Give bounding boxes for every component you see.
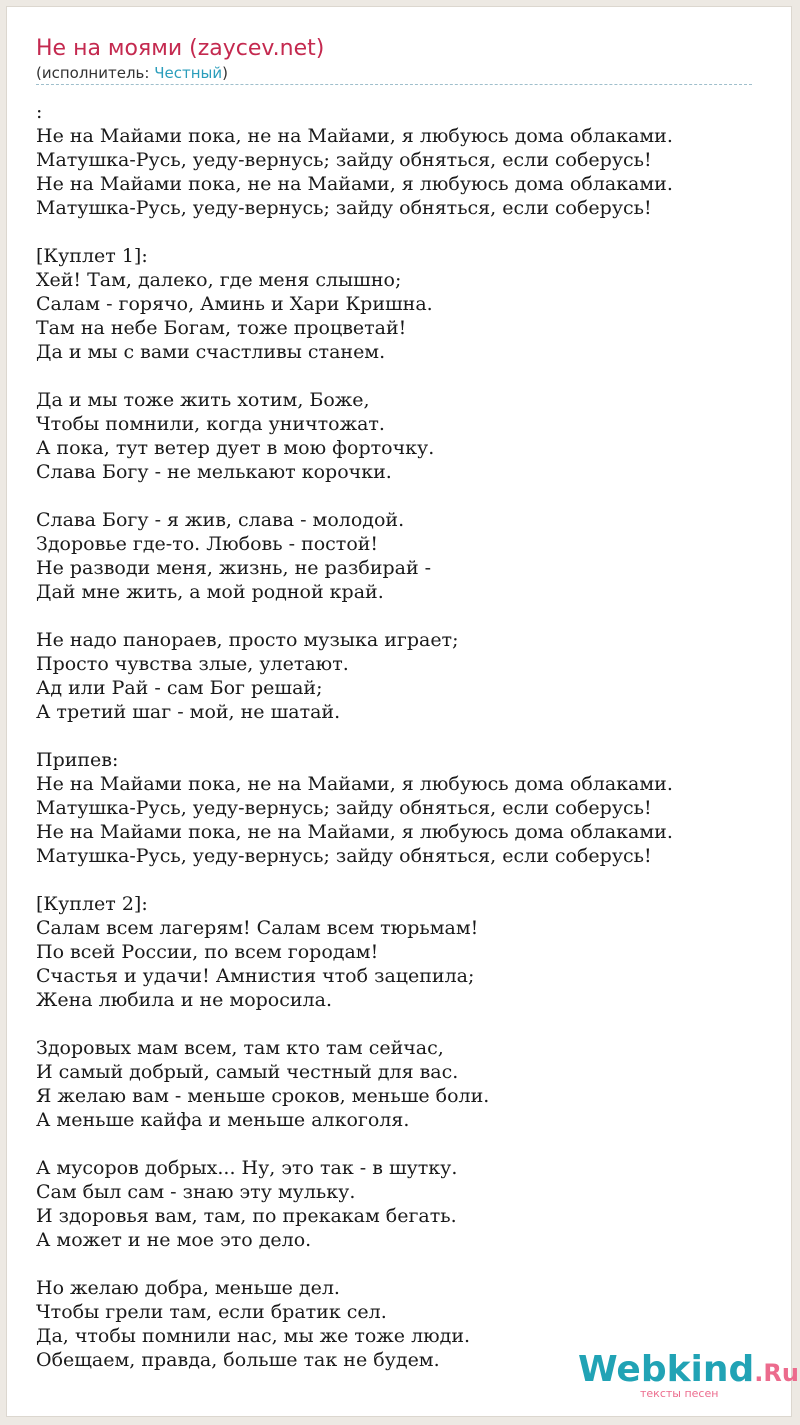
logo-tagline: тексты песен — [640, 1387, 719, 1400]
lyrics-line: Ад или Рай - сам Бог решай; — [36, 677, 323, 699]
logo-main-text: Webkind — [578, 1349, 755, 1390]
lyrics-line: И самый добрый, самый честный для вас. — [36, 1061, 459, 1083]
artist-link[interactable]: Честный — [154, 64, 223, 82]
page-title: Не на моями (zaycev.net) — [36, 36, 325, 61]
header-divider — [36, 84, 752, 85]
lyrics-line: А третий шаг - мой, не шатай. — [36, 701, 341, 723]
lyrics-line: Да и мы тоже жить хотим, Боже, — [36, 389, 370, 411]
lyrics-line: Не на Майами пока, не на Майами, я любуюсь дома облаками. — [36, 173, 673, 195]
lyrics-line: Здоровье где-то. Любовь - постой! — [36, 533, 379, 555]
lyrics-line: Не разводи меня, жизнь, не разбирай - — [36, 557, 432, 579]
lyrics-line: Просто чувства злые, улетают. — [36, 653, 349, 675]
lyrics-line: Салам всем лагерям! Салам всем тюрьмам! — [36, 917, 479, 939]
lyrics-line: Жена любила и не моросила. — [36, 989, 332, 1011]
logo-suffix-text: .Ru — [754, 1359, 799, 1387]
lyrics-line: Не на Майами пока, не на Майами, я любуюсь дома облаками. — [36, 821, 673, 843]
lyrics-line: Дай мне жить, а мой родной край. — [36, 581, 384, 603]
artist-line — [36, 64, 228, 82]
lyrics-line: Да, чтобы помнили нас, мы же тоже люди. — [36, 1325, 471, 1347]
lyrics-line: Сам был сам - знаю эту мульку. — [36, 1181, 356, 1203]
lyrics-line: Матушка-Русь, уеду-вернусь; зайду обняться, если соберусь! — [36, 797, 652, 819]
lyrics-line: Но желаю добра, меньше дел. — [36, 1277, 340, 1299]
lyrics-line: Там на небе Богам, тоже процветай! — [36, 317, 407, 339]
lyrics-line: Матушка-Русь, уеду-вернусь; зайду обняться, если соберусь! — [36, 845, 652, 867]
lyrics-line: Не на Майами пока, не на Майами, я любуюсь дома облаками. — [36, 773, 673, 795]
lyrics-line: Здоровых мам всем, там кто там сейчас, — [36, 1037, 444, 1059]
lyrics-line: А пока, тут ветер дует в мою форточку. — [36, 437, 435, 459]
lyrics-line: [Куплет 2]: — [36, 893, 148, 915]
lyrics-line: Салам - горячо, Аминь и Хари Кришна. — [36, 293, 433, 315]
lyrics-line: По всей России, по всем городам! — [36, 941, 379, 963]
lyrics-line: Обещаем, правда, больше так не будем. — [36, 1349, 440, 1371]
lyrics-line: Я желаю вам - меньше сроков, меньше боли. — [36, 1085, 490, 1107]
lyrics-line: А меньше кайфа и меньше алкоголя. — [36, 1109, 410, 1131]
lyrics-line: Матушка-Русь, уеду-вернусь; зайду обняться, если соберусь! — [36, 197, 652, 219]
lyrics-line: [Куплет 1]: — [36, 245, 148, 267]
lyrics-line: : — [36, 101, 43, 123]
lyrics-line: Чтобы грели там, если братик сел. — [36, 1301, 387, 1323]
lyrics-line: Чтобы помнили, когда уничтожат. — [36, 413, 385, 435]
artist-prefix: (исполнитель: — [36, 64, 155, 82]
lyrics-line: А может и не мое это дело. — [36, 1229, 312, 1251]
lyrics-line: И здоровья вам, там, по прекакам бегать. — [36, 1205, 457, 1227]
lyrics-line: А мусоров добрых... Ну, это так - в шутку. — [36, 1157, 458, 1179]
lyrics-line: Слава Богу - не мелькают корочки. — [36, 461, 392, 483]
lyrics-line: Припев: — [36, 749, 119, 771]
lyrics-line: Не надо панораев, просто музыка играет; — [36, 629, 459, 651]
webkind-logo[interactable] — [578, 1349, 799, 1391]
lyrics-line: Матушка-Русь, уеду-вернусь; зайду обняться, если соберусь! — [36, 149, 652, 171]
artist-suffix: ) — [222, 64, 228, 82]
lyrics-line: Слава Богу - я жив, слава - молодой. — [36, 509, 405, 531]
lyrics-line: Счастья и удачи! Амнистия чтоб зацепила; — [36, 965, 475, 987]
lyrics-line: Да и мы с вами счастливы станем. — [36, 341, 386, 363]
lyrics-line: Хей! Там, далеко, где меня слышно; — [36, 269, 402, 291]
lyrics-line: Не на Майами пока, не на Майами, я любуюсь дома облаками. — [36, 125, 673, 147]
lyrics-text — [36, 100, 776, 1372]
